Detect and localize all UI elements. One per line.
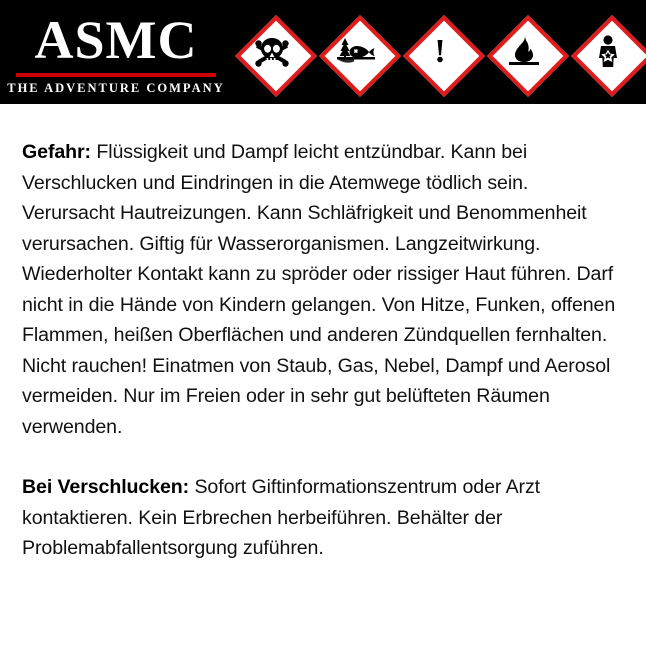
exclamation-mark-glyph	[404, 16, 476, 88]
ghs08-health-hazard-icon	[572, 16, 644, 88]
danger-heading: Gefahr:	[22, 141, 91, 163]
swallow-text: Sofort Giftinformationszentrum oder Arzt kontaktieren. Kein Erbrechen herbeiführen. Behälter der Problemabfallentsorgung zuführen.	[22, 476, 541, 559]
exclamation-mark-symbol: !	[434, 33, 446, 70]
ghs-pictogram-row	[236, 16, 644, 88]
flame-glyph	[488, 16, 560, 88]
swallow-heading: Bei Verschlucken:	[22, 476, 190, 498]
danger-text: Flüssigkeit und Dampf leicht entzündbar. Kann bei Verschlucken und Eindringen in die Atemwege tödlich sein. Verursacht Hautreizungen. Kann Schläfrigkeit und Benommenheit verursachen. Giftig für Wasserorganismen. Langzeitwirkung. Wiederholter Kontakt kann zu spröder oder rissiger Haut führen. Darf nicht in die Hände von Kindern gelangen. Von Hitze, Funken, offenen Flammen, heißen Oberflächen und anderen Zündquellen fernhalten. Nicht rauchen! Einatmen von Staub, Gas, Nebel, Dampf und Aerosol vermeiden. Nur im Freien oder in sehr gut belüfteten Räumen verwenden.	[22, 141, 616, 438]
dead-fish-and-tree-glyph	[320, 16, 392, 88]
brand-accent-rule	[16, 73, 216, 77]
swallow-paragraph	[22, 472, 624, 564]
hazard-statements	[0, 104, 646, 564]
danger-paragraph	[22, 137, 624, 442]
header-banner	[0, 0, 646, 104]
brand-name: ASMC	[34, 10, 198, 71]
skull-and-crossbones-glyph	[236, 16, 308, 88]
ghs06-skull-and-crossbones-icon	[236, 16, 308, 88]
ghs07-exclamation-mark-icon	[404, 16, 476, 88]
ghs02-flame-icon	[488, 16, 560, 88]
health-hazard-torso-glyph	[572, 16, 644, 88]
brand-logo	[0, 0, 232, 104]
ghs09-environment-icon	[320, 16, 392, 88]
brand-tagline: THE ADVENTURE COMPANY	[7, 81, 225, 96]
